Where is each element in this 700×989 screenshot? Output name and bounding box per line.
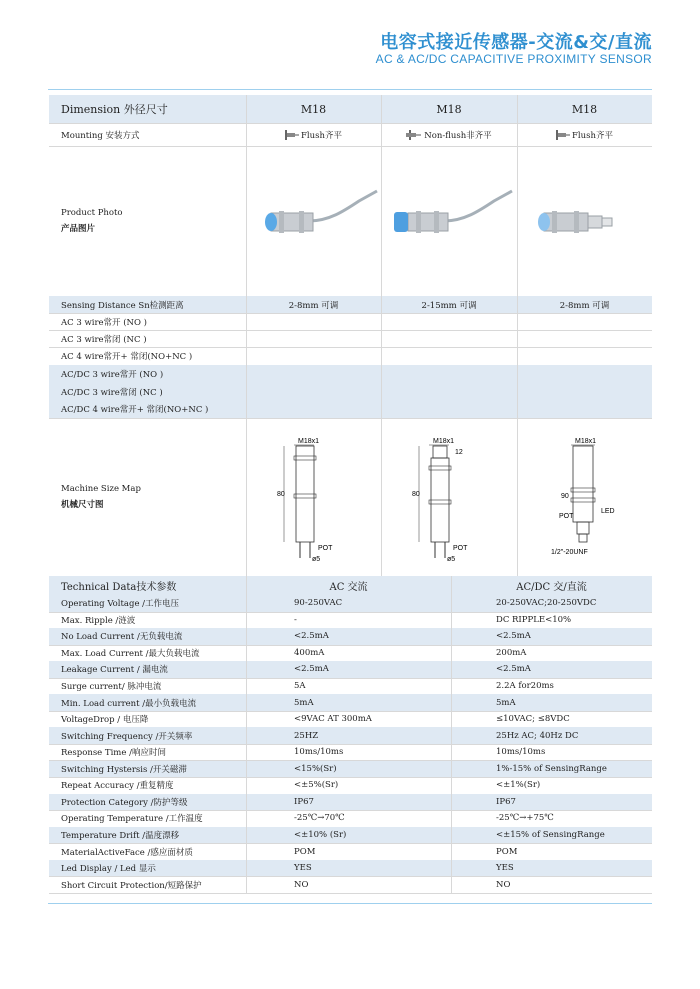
mounting-col-2: Non-flush非齐平 — [424, 130, 492, 141]
tech-row — [49, 777, 652, 795]
dimension-col-2: M18 — [436, 102, 462, 116]
dimension-col-1: M18 — [300, 102, 327, 116]
length-label: 80 — [412, 491, 420, 498]
tech-row-acdc-value: 10ms/10ms — [496, 747, 546, 758]
tech-row-ac-value: 400mA — [294, 647, 325, 658]
tech-row-ac-value: <2.5mA — [294, 631, 329, 642]
sensing-row — [49, 296, 652, 314]
tech-row — [49, 628, 652, 646]
tech-row-label: Led Display / Led 显示 — [61, 864, 156, 875]
cable-dia-label: ø5 — [311, 556, 320, 562]
tech-row-ac-value: - — [294, 614, 297, 625]
photo-label-en: Product Photo — [61, 208, 123, 218]
extension-label: 12 — [455, 449, 463, 456]
tech-row-acdc-value: 20-250VAC;20-250VDC — [496, 598, 597, 609]
nonflush-mount-icon — [406, 130, 422, 140]
title-english: AC & AC/DC CAPACITIVE PROXIMITY SENSOR — [375, 52, 652, 66]
tech-header-row — [49, 576, 652, 596]
sensing-col-3: 2-8mm 可调 — [559, 300, 610, 311]
tech-row-acdc-value: IP67 — [496, 796, 516, 807]
tech-row-ac-value: <±10% (Sr) — [294, 829, 347, 840]
column-divider — [381, 95, 382, 576]
tech-row — [49, 645, 652, 663]
tech-row-acdc-value: 2.2A for20ms — [496, 681, 554, 692]
tech-row-ac-value: 5mA — [294, 697, 314, 708]
dimension-drawing-2 — [389, 432, 509, 562]
tech-row-ac-value: 90-250VAC — [294, 598, 343, 609]
tech-row — [49, 711, 652, 729]
sensing-col-1: 2-8mm 可调 — [288, 300, 339, 311]
machine-label-en: Machine Size Map — [61, 484, 141, 494]
tech-row-label: Switching Frequency /开关频率 — [61, 731, 193, 742]
tech-row-acdc-value: <±1%(Sr) — [496, 780, 541, 791]
sensor-photo-1 — [249, 181, 379, 261]
bottom-rule — [48, 903, 652, 904]
sensing-col-2: 2-15mm 可调 — [421, 300, 477, 311]
tech-row-ac-value: 5A — [294, 681, 306, 692]
tech-row-acdc-value: <±15% of SensingRange — [496, 829, 605, 840]
tech-row-ac-value: <±5%(Sr) — [294, 780, 339, 791]
page-header — [376, 33, 652, 66]
sensing-label: Sensing Distance Sn检测距离 — [61, 300, 184, 311]
tech-row-acdc-value: NO — [496, 879, 511, 890]
wire-row-label: AC 4 wire常开+ 常闭(NO+NC ) — [61, 352, 193, 362]
tech-row — [49, 843, 652, 861]
wire-row-label: AC 3 wire常闭 (NC ) — [61, 334, 147, 345]
tech-row-acdc-value: <2.5mA — [496, 631, 531, 642]
tech-row-acdc-value: 1%-15% of SensingRange — [496, 763, 607, 774]
tech-row-acdc-value: 25Hz AC; 40Hz DC — [496, 730, 579, 741]
tech-row — [49, 661, 652, 679]
top-rule — [48, 89, 652, 90]
tech-row-label: Leakage Current / 漏电流 — [61, 665, 168, 676]
tech-row-label: Repeat Accuracy /重复精度 — [61, 781, 174, 792]
sensor-photo-3 — [520, 181, 650, 261]
cable-dia-label: ø5 — [447, 556, 456, 562]
led-label: LED — [600, 508, 615, 515]
tech-row-ac-value: <15%(Sr) — [294, 763, 337, 774]
tech-row-acdc-value: 5mA — [496, 697, 516, 708]
tech-row — [49, 827, 652, 845]
tech-row-ac-value: <2.5mA — [294, 664, 329, 675]
tech-row-label: Switching Hystersis /开关磁滞 — [61, 764, 187, 775]
tech-row — [49, 761, 652, 779]
tech-row-label: Surge current/ 脉冲电流 — [61, 682, 162, 693]
flush-mount-icon — [556, 130, 570, 140]
tech-header-ac: AC 交流 — [329, 582, 368, 593]
tech-row-label: Temperature Drift /温度漂移 — [61, 830, 180, 841]
tech-row-ac-value: <9VAC AT 300mA — [294, 714, 372, 725]
wire-row-label: AC 3 wire常开 (NO ) — [61, 317, 147, 328]
tech-row — [49, 612, 652, 630]
photo-label-cn: 产品图片 — [61, 224, 96, 234]
tech-row-ac-value: IP67 — [294, 796, 314, 807]
wire-row-label: AC/DC 4 wire常开+ 常闭(NO+NC ) — [61, 405, 209, 415]
tech-row-label: Protection Category /防护等级 — [61, 797, 188, 808]
tech-row — [49, 794, 652, 812]
dimension-row — [49, 95, 652, 124]
pot-label: POT — [317, 545, 332, 552]
tech-row-label: VoltageDrop / 电压降 — [61, 715, 149, 726]
title-chinese: 电容式接近传感器-交流&交/直流 — [380, 32, 652, 53]
mounting-label: Mounting 安装方式 — [61, 130, 140, 141]
tech-row — [49, 876, 652, 894]
tech-row-acdc-value: 200mA — [496, 647, 527, 658]
tech-row-label: No Load Current /无负载电流 — [61, 632, 183, 643]
tech-row-ac-value: POM — [294, 846, 316, 857]
wire-row — [49, 330, 652, 348]
dimension-col-3: M18 — [571, 102, 598, 116]
tech-row-label: Max. Ripple /涟波 — [61, 615, 136, 626]
length-label: 80 — [276, 491, 285, 498]
wire-row — [49, 365, 652, 384]
mounting-row — [49, 123, 652, 147]
wire-row — [49, 347, 652, 366]
column-divider — [451, 576, 452, 893]
tech-row — [49, 694, 652, 712]
photo-row — [49, 146, 652, 297]
mounting-col-1: Flush齐平 — [301, 130, 342, 141]
pot-label: POT — [558, 513, 573, 520]
tech-row-label: Short Circuit Protection/短路保护 — [61, 880, 202, 891]
sensor-photo-2 — [384, 181, 514, 261]
tech-row — [49, 860, 652, 878]
tech-row-ac-value: YES — [294, 863, 312, 874]
tech-row-label: Operating Temperature /工作温度 — [61, 814, 203, 825]
mounting-col-3: Flush齐平 — [572, 130, 613, 141]
tech-row-ac-value: 10ms/10ms — [294, 747, 344, 758]
column-divider — [517, 95, 518, 576]
column-divider — [246, 95, 247, 576]
tech-row-label: Response Time /响应时间 — [61, 748, 166, 759]
tech-row-acdc-value: POM — [496, 846, 518, 857]
tech-row-ac-value: -25℃→70℃ — [294, 813, 345, 824]
tech-row-acdc-value: YES — [496, 863, 514, 874]
wire-row-label: AC/DC 3 wire常闭 (NC ) — [61, 387, 163, 398]
column-divider — [246, 576, 247, 893]
length-label: 90 — [560, 493, 569, 500]
tech-row — [49, 810, 652, 828]
tech-row-label: MaterialActiveFace /感应面材质 — [61, 847, 193, 858]
wire-row-label: AC/DC 3 wire常开 (NO ) — [61, 370, 164, 380]
tech-row-acdc-value: <2.5mA — [496, 664, 531, 675]
thread-label: M18x1 — [297, 438, 319, 445]
thread-label: M18x1 — [433, 438, 455, 445]
tech-row-label: Max. Load Current /最大负载电流 — [61, 648, 200, 659]
tech-row-ac-value: NO — [294, 879, 309, 890]
tech-row-acdc-value: -25℃→+75℃ — [496, 813, 554, 824]
tech-row-acdc-value: ≤10VAC; ≤8VDC — [496, 714, 570, 725]
tech-row — [49, 744, 652, 762]
machine-label-cn: 机械尺寸图 — [61, 500, 104, 510]
wire-row — [49, 383, 652, 401]
dimension-drawing-3 — [525, 432, 645, 562]
tech-row — [49, 678, 652, 696]
tech-row-label: Operating Voltage /工作电压 — [61, 599, 180, 610]
thread-label: M18x1 — [574, 438, 596, 445]
dimension-label: Dimension 外径尺寸 — [61, 103, 168, 116]
flush-mount-icon — [285, 130, 299, 140]
tech-row-label: Min. Load current /最小负载电流 — [61, 698, 197, 709]
pot-label: POT — [453, 545, 468, 552]
tech-row-ac-value: 25HZ — [294, 730, 319, 741]
tech-header-acdc: AC/DC 交/直流 — [516, 582, 587, 593]
connector-label: 1/2"-20UNF — [550, 549, 588, 556]
wire-row — [49, 400, 652, 419]
tech-row-acdc-value: DC RIPPLE<10% — [496, 614, 572, 625]
machine-size-row — [49, 418, 652, 577]
tech-header-label: Technical Data技术参数 — [61, 582, 177, 593]
tech-row — [49, 595, 652, 613]
tech-row — [49, 727, 652, 745]
wire-row — [49, 313, 652, 331]
dimension-drawing-1 — [254, 432, 374, 562]
